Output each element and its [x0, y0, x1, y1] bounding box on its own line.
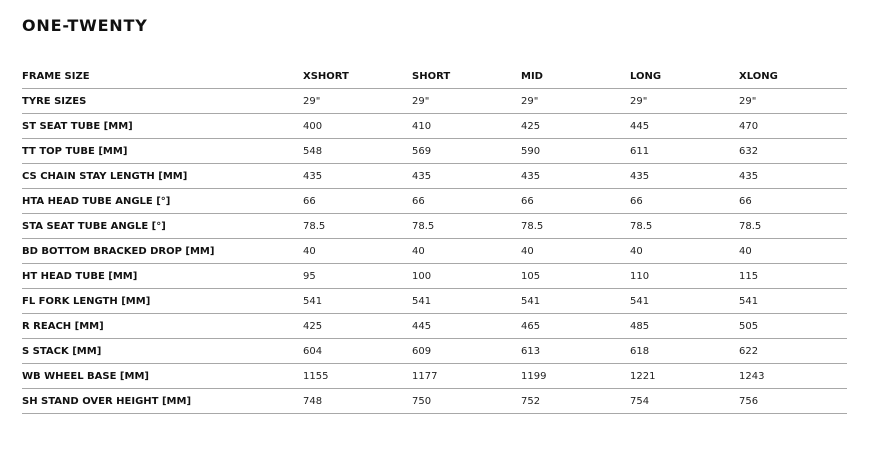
- table-cell: 1243: [739, 364, 847, 389]
- row-label: HTA HEAD TUBE ANGLE [°]: [22, 189, 303, 214]
- row-label: R REACH [MM]: [22, 314, 303, 339]
- table-cell: 425: [521, 114, 630, 139]
- table-cell: 470: [739, 114, 847, 139]
- table-header-row: [22, 64, 847, 89]
- table-cell: 541: [739, 289, 847, 314]
- table-row: [22, 239, 847, 264]
- table-cell: 505: [739, 314, 847, 339]
- table-cell: 445: [630, 114, 739, 139]
- table-cell: 435: [739, 164, 847, 189]
- table-cell: 66: [412, 189, 521, 214]
- header-frame-size: FRAME SIZE: [22, 64, 303, 89]
- table-row: [22, 389, 847, 414]
- table-cell: 435: [521, 164, 630, 189]
- table-row: [22, 339, 847, 364]
- table-cell: 445: [412, 314, 521, 339]
- table-cell: 1199: [521, 364, 630, 389]
- header-mid: MID: [521, 64, 630, 89]
- table-cell: 40: [521, 239, 630, 264]
- table-cell: 752: [521, 389, 630, 414]
- table-cell: 622: [739, 339, 847, 364]
- table-cell: 40: [303, 239, 412, 264]
- table-cell: 78.5: [739, 214, 847, 239]
- table-cell: 78.5: [521, 214, 630, 239]
- table-row: [22, 189, 847, 214]
- table-cell: 756: [739, 389, 847, 414]
- row-label: SH STAND OVER HEIGHT [MM]: [22, 389, 303, 414]
- table-cell: 425: [303, 314, 412, 339]
- table-cell: 78.5: [303, 214, 412, 239]
- geometry-table: [22, 64, 847, 414]
- table-cell: 29": [630, 89, 739, 114]
- table-row: [22, 164, 847, 189]
- table-cell: 435: [303, 164, 412, 189]
- table-row: [22, 89, 847, 114]
- table-cell: 410: [412, 114, 521, 139]
- table-cell: 95: [303, 264, 412, 289]
- table-cell: 29": [412, 89, 521, 114]
- header-short: SHORT: [412, 64, 521, 89]
- table-body: [22, 89, 847, 414]
- header-xlong: XLONG: [739, 64, 847, 89]
- table-cell: 400: [303, 114, 412, 139]
- table-cell: 66: [521, 189, 630, 214]
- row-label: TT TOP TUBE [MM]: [22, 139, 303, 164]
- table-cell: 541: [303, 289, 412, 314]
- table-cell: 105: [521, 264, 630, 289]
- table-row: [22, 314, 847, 339]
- table-cell: 78.5: [412, 214, 521, 239]
- table-cell: 548: [303, 139, 412, 164]
- table-cell: 485: [630, 314, 739, 339]
- header-xshort: XSHORT: [303, 64, 412, 89]
- row-label: CS CHAIN STAY LENGTH [MM]: [22, 164, 303, 189]
- table-cell: 435: [412, 164, 521, 189]
- table-cell: 40: [630, 239, 739, 264]
- table-cell: 604: [303, 339, 412, 364]
- table-cell: 100: [412, 264, 521, 289]
- row-label: STA SEAT TUBE ANGLE [°]: [22, 214, 303, 239]
- table-row: [22, 264, 847, 289]
- table-cell: 66: [630, 189, 739, 214]
- table-row: [22, 214, 847, 239]
- table-cell: 1177: [412, 364, 521, 389]
- row-label: BD BOTTOM BRACKED DROP [MM]: [22, 239, 303, 264]
- row-label: WB WHEEL BASE [MM]: [22, 364, 303, 389]
- table-cell: 66: [303, 189, 412, 214]
- table-cell: 541: [630, 289, 739, 314]
- table-cell: 541: [412, 289, 521, 314]
- table-cell: 609: [412, 339, 521, 364]
- table-cell: 1155: [303, 364, 412, 389]
- header-long: LONG: [630, 64, 739, 89]
- table-cell: 590: [521, 139, 630, 164]
- table-cell: 465: [521, 314, 630, 339]
- table-cell: 569: [412, 139, 521, 164]
- table-row: [22, 139, 847, 164]
- table-cell: 541: [521, 289, 630, 314]
- table-cell: 754: [630, 389, 739, 414]
- row-label: FL FORK LENGTH [MM]: [22, 289, 303, 314]
- table-cell: 435: [630, 164, 739, 189]
- table-cell: 110: [630, 264, 739, 289]
- table-cell: 40: [739, 239, 847, 264]
- table-row: [22, 289, 847, 314]
- row-label: S STACK [MM]: [22, 339, 303, 364]
- row-label: HT HEAD TUBE [MM]: [22, 264, 303, 289]
- row-label: ST SEAT TUBE [MM]: [22, 114, 303, 139]
- table-cell: 78.5: [630, 214, 739, 239]
- table-cell: 40: [412, 239, 521, 264]
- table-cell: 618: [630, 339, 739, 364]
- table-cell: 115: [739, 264, 847, 289]
- table-cell: 1221: [630, 364, 739, 389]
- row-label: TYRE SIZES: [22, 89, 303, 114]
- table-cell: 750: [412, 389, 521, 414]
- table-cell: 66: [739, 189, 847, 214]
- page-title: ONE-TWENTY: [22, 16, 148, 35]
- table-cell: 632: [739, 139, 847, 164]
- table-cell: 748: [303, 389, 412, 414]
- table-cell: 613: [521, 339, 630, 364]
- table-row: [22, 114, 847, 139]
- table-cell: 29": [739, 89, 847, 114]
- table-cell: 611: [630, 139, 739, 164]
- table-row: [22, 364, 847, 389]
- table-cell: 29": [521, 89, 630, 114]
- table-cell: 29": [303, 89, 412, 114]
